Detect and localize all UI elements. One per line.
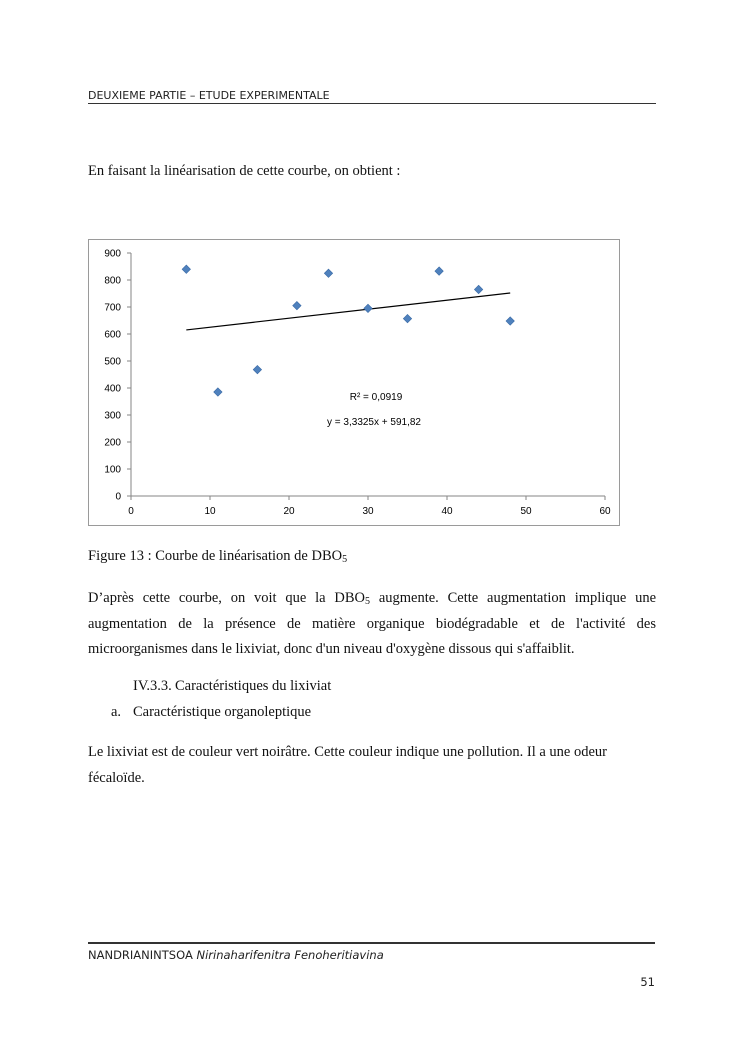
caption-subscript: 5 bbox=[342, 554, 348, 565]
y-tick-label: 800 bbox=[104, 275, 121, 287]
footer-divider bbox=[88, 942, 655, 944]
trendline bbox=[186, 293, 510, 330]
data-point bbox=[293, 301, 301, 309]
x-tick-label: 20 bbox=[283, 506, 295, 517]
paragraph1-part2: augmente. Cette augmentation implique une augmentation de la présence de matière organique biodégradable et de l'activité des microorganismes dans le lixiviat, donc d'un niveau d'oxygène dissous qui s'affaiblit. bbox=[88, 590, 657, 657]
running-header: DEUXIEME PARTIE – ETUDE EXPERIMENTALE bbox=[88, 89, 656, 104]
x-tick-label: 10 bbox=[204, 506, 216, 517]
x-tick-label: 60 bbox=[599, 506, 611, 517]
y-tick-label: 100 bbox=[104, 464, 121, 476]
y-tick-label: 900 bbox=[104, 248, 121, 260]
y-tick-label: 300 bbox=[104, 410, 121, 422]
scatter-chart bbox=[89, 240, 619, 525]
body-paragraph-2: Le lixiviat est de couleur vert noirâtre. Cette couleur indique une pollution. Il a une odeur fécaloïde. bbox=[88, 744, 608, 786]
y-tick-label: 200 bbox=[104, 437, 121, 449]
data-points bbox=[182, 265, 514, 396]
regression-equation-label: y = 3,3325x + 591,82 bbox=[327, 417, 421, 428]
subsection-title: Caractéristique organoleptique bbox=[133, 704, 312, 720]
data-point bbox=[474, 285, 482, 293]
x-tick-label: 0 bbox=[128, 506, 134, 517]
y-axis bbox=[104, 249, 131, 503]
x-tick-label: 30 bbox=[362, 506, 374, 517]
chart-frame bbox=[88, 239, 620, 526]
data-point bbox=[182, 265, 190, 273]
data-point bbox=[364, 304, 372, 312]
section-number: IV.3.3. bbox=[133, 678, 172, 694]
section-title: Caractéristiques du lixiviat bbox=[175, 678, 332, 694]
x-axis bbox=[128, 496, 611, 517]
subsection-letter: a. bbox=[111, 704, 122, 720]
y-tick-label: 0 bbox=[115, 491, 121, 503]
x-tick-label: 50 bbox=[520, 506, 532, 517]
author-surname: NANDRIANINTSOA bbox=[88, 948, 193, 962]
r-squared-label: R² = 0,0919 bbox=[349, 392, 403, 403]
author-given-names: Nirinaharifenitra Fenoheritiavina bbox=[192, 948, 384, 962]
data-point bbox=[506, 317, 514, 325]
paragraph1-subscript: 5 bbox=[365, 596, 371, 607]
y-tick-label: 500 bbox=[104, 356, 121, 368]
body-paragraph-1 bbox=[88, 586, 656, 663]
y-tick-label: 600 bbox=[104, 329, 121, 341]
y-tick-label: 400 bbox=[104, 383, 121, 395]
page-number: 51 bbox=[640, 975, 655, 989]
paragraph1-part1: D’après cette courbe, on voit que la DBO bbox=[88, 590, 366, 606]
data-point bbox=[324, 269, 332, 277]
caption-text: Figure 13 : Courbe de linéarisation de DBO bbox=[88, 548, 343, 564]
figure-caption bbox=[88, 548, 347, 565]
intro-sentence: En faisant la linéarisation de cette courbe, on obtient : bbox=[88, 163, 401, 179]
data-point bbox=[403, 314, 411, 322]
x-tick-label: 40 bbox=[441, 506, 453, 517]
data-point bbox=[253, 365, 261, 373]
y-tick-label: 700 bbox=[104, 302, 121, 314]
subsection-heading bbox=[111, 704, 311, 721]
section-heading bbox=[133, 678, 331, 695]
data-point bbox=[214, 388, 222, 396]
running-footer bbox=[88, 948, 384, 962]
data-point bbox=[435, 267, 443, 275]
